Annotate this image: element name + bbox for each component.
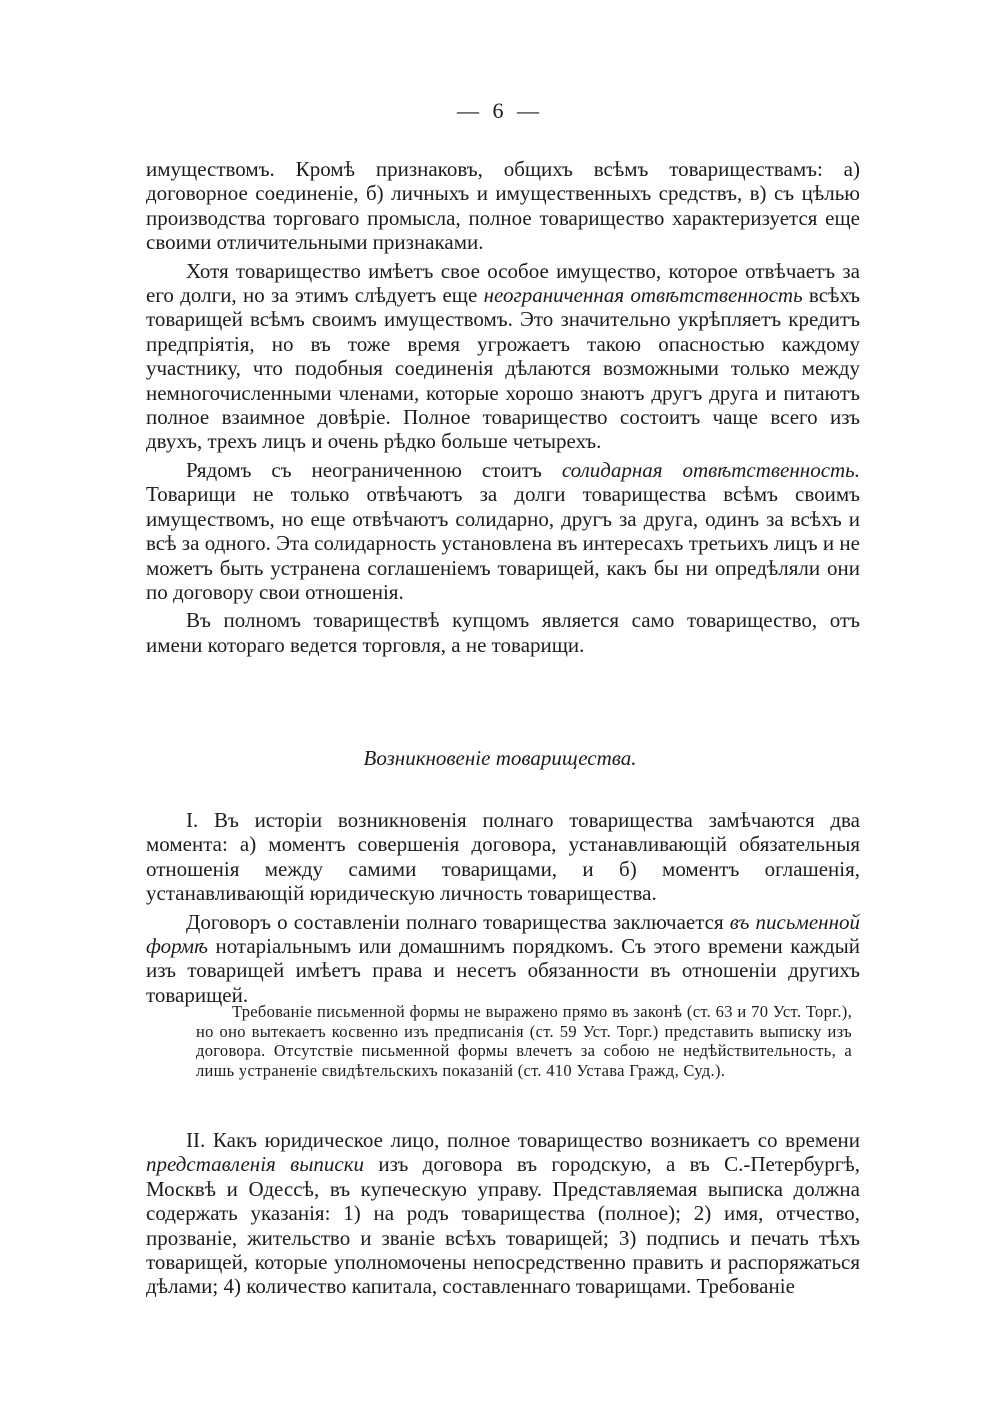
paragraph: имуществомъ. Кромѣ признаковъ, общихъ всѣмъ товариществамъ: а) договорное соединеніе, б) личныхъ и имущественныхъ средствъ, в) съ цѣлью производства торговаго промысла, полное товарищество характеризуется еще своими отличительными признаками. [146,157,860,255]
paragraph: Хотя товарищество имѣетъ свое особое имущество, которое отвѣчаетъ за его долги, но за этимъ слѣдуетъ еще неограниченная отвѣтственность всѣхъ товарищей всѣмъ своимъ имуществомъ. Это значительно укрѣпляетъ кредитъ предпріятія, но въ тоже время угрожаетъ такою опасностью каждому участнику, что подобныя соединенія дѣлаются возможными только между немногочисленными членами, которые хорошо знаютъ другъ друга и питаютъ полное взаимное довѣріе. Полное товарищество состоитъ чаще всего изъ двухъ, трехъ лицъ и очень рѣдко больше четырехъ. [146,258,860,454]
emphasis: неограниченная отвѣтственность [483,283,803,308]
emphasis: солидарная отвѣтственность. [561,457,860,482]
emphasis: въ письменной формѣ [146,909,860,959]
page-number: — 6 — [457,98,543,123]
paragraph: Договоръ о составленіи полнаго товарищества заключается въ письменной формѣ нотаріальнымъ или домашнимъ порядкомъ. Съ этого времени каждый изъ товарищей имѣетъ права и несетъ обязанности въ отношеніи другихъ товарищей. [146,909,860,1007]
section-legal-entity [146,1128,860,1303]
footnote-text: Требованіе письменной формы не выражено прямо въ законѣ (ст. 63 и 70 Уст. Торг.), но оно вытекаетъ косвенно изъ предписанія (ст. 59 Уст. Торг.) представить выписку изъ договора. Отсутствіе письменной формы влечетъ за собою не недѣйствительность, а лишь устраненіе свидѣтельскихъ показаній (ст. 410 Устава Гражд, Суд.). [196,1002,852,1080]
footnote [196,1002,852,1080]
section-heading: Возникновеніе товарищества. [363,746,637,770]
emphasis: представленія выписки [146,1152,365,1177]
paragraph: Въ полномъ товариществѣ купцомъ является само товарищество, отъ имени котораго ведется торговля, а не товарищи. [146,608,860,657]
paragraph: I. Въ исторіи возникновенія полнаго товарищества замѣчаются два момента: а) моментъ совершенія договора, устанавливающій обязательныя отношенія между самими товарищами, и б) моментъ оглашенія, устанавливающій юридическую личность товарищества. [146,808,860,906]
paragraph: Рядомъ съ неограниченною стоитъ солидарная отвѣтственность. Товарищи не только отвѣчаютъ за долги товарищества всѣмъ своимъ имуществомъ, но еще отвѣчаютъ солидарно, другъ за друга, одинъ за всѣхъ и всѣ за одного. Эта солидарность установлена въ интересахъ третьихъ лицъ и не можетъ быть устранена соглашеніемъ товарищей, какъ бы ни опредѣляли они по договору свои отношенія. [146,457,860,604]
paragraph: II. Какъ юридическое лицо, полное товарищество возникаетъ со времени представленія выписки изъ договора въ городскую, а въ С.-Петербургѣ, Москвѣ и Одессѣ, въ купеческую управу. Представляемая выписка должна содержать указанія: 1) на родъ товарищества (полное); 2) имя, отчество, прозваніе, жительство и званіе всѣхъ товарищей; 3) подпись и печать тѣхъ товарищей, которые уполномочены непосредственно править и распоряжаться дѣлами; 4) количество капитала, составленнаго товарищами. Требованіе [146,1128,860,1299]
section-intro [146,157,860,661]
section-origin [146,808,860,1011]
